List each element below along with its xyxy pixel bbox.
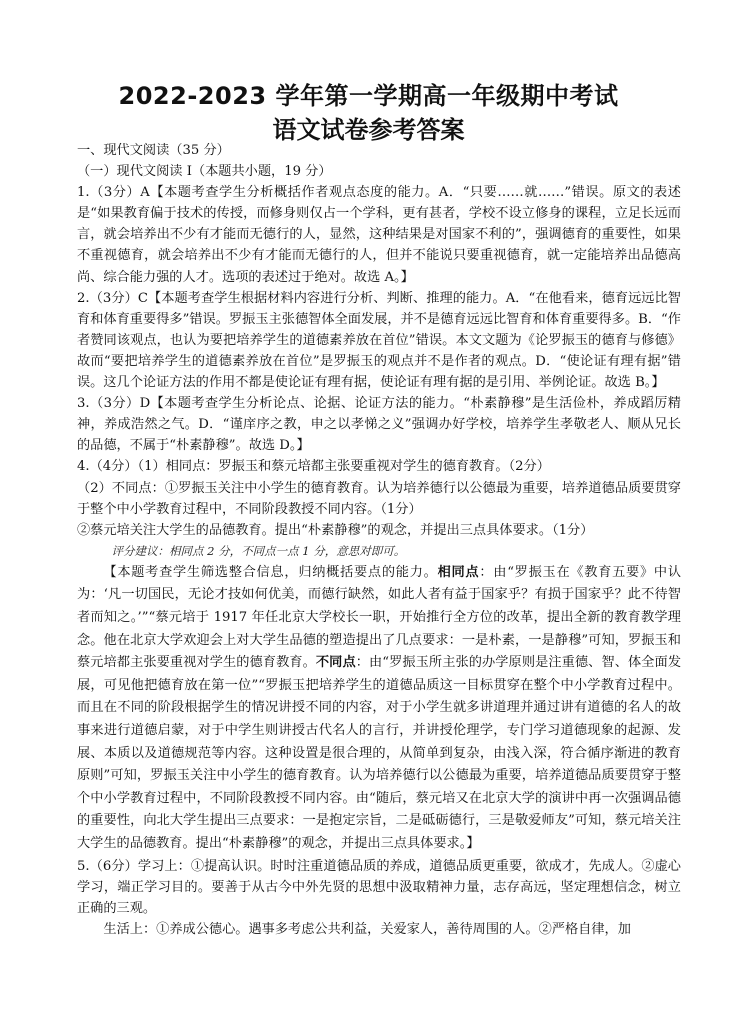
answer-q4-part3: ②蔡元培关注大学生的品德教育。提出“朴素静穆”的观念，并提出三点具体要求。（1分） bbox=[77, 522, 594, 538]
answer-q1: 1.（3分）A【本题考查学生分析概括作者观点态度的能力。A．“只要……就……”错误。原文的表述是“如果教育偏于技术的传授，而修身则仅占一个学科，更有甚者，学校不设立修身的课程，立足长远而言，就会培养出不少有才能而无德行的人，显然，这种结果是对国家不利的”，强调德育的重要性，如果不重视德育，就会培养出不少有才能而无德行的人，但并不能说只要重视德育，就一定能培养出品德高尚、综合能力强的人才。选项的表述过于绝对。故选 A。】 bbox=[77, 185, 681, 285]
section-heading: 一、现代文阅读（35 分） bbox=[77, 143, 230, 158]
analysis-same: ：由“罗振玉在《教育五要》中认为：‘凡一切国民，无论才技如何优美，而德行缺然，如此人者有益于国家乎？有损于国家乎？此不待智者而知之。’”“蔡元培于 1917 年任北京大学校长一职，开始推行全方位的改革，提出全新的教育教学理念。他在北京大学欢迎会上对大学生品德的塑造提出了几点要求：一是朴素，一是静穆”可知，罗振玉和蔡元培都主张要重视对学生的德育教育。 bbox=[77, 564, 682, 671]
exam-title: 2022-2023 学年第一学期高一年级期中考试 bbox=[118, 82, 619, 110]
analysis-intro: 【本题考查学生筛选整合信息，归纳概括要点的能力。 bbox=[103, 564, 438, 580]
answer-q4-part2: （2）不同点：①罗振玉关注中小学生的德育教育。认为培养德行以公德最为重要，培养道德品质要贯穿于整个中小学教育过程中，不同阶段教授不同内容。（1分） bbox=[77, 480, 681, 517]
same-point-label: 相同点 bbox=[437, 564, 480, 580]
answer-q2: 2.（3分）C【本题考查学生根据材料内容进行分析、判断、推理的能力。A．“在他看来，德育远远比智育和体育重要得多”错误。罗振玉主张德智体全面发展，并不是德育远远比智育和体育重要得多。B．“作者赞同该观点，也认为要把培养学生的道德素养放在首位”错误。本文文题为《论罗振玉的德育与修德》故而“要把培养学生的道德素养放在首位”是罗振玉的观点并不是作者的观点。D．“使论证有理有据”错误。这几个论证方法的作用不都是使论证有理有据，使论证有理有据的是引用、举例论证。故选 B。】 bbox=[77, 290, 681, 391]
analysis-diff: ：由“罗振玉所主张的办学原则是注重德、智、体全面发展，可见他把德育放在第一位”“罗振玉把培养学生的道德品质这一目标贯穿在整个中小学教育过程中。而且在不同的阶段根据学生的情况讲授不同的内容，对于小学生就多讲道理并通过讲有道德的名人的故事来进行道德启蒙，对于中学生则讲授古代名人的言行，并讲授伦理学，专门学习道德现象的起源、发展、本质以及道德规范等内容。这种设置是很合理的，从简单到复杂，由浅入深，符合循序渐进的教育原则”可知，罗振玉关注中小学生的德育教育。认为培养德行以公德最为重要，培养道德品质要贯穿于整个中小学教育过程中，不同阶段教授不同内容。由“随后，蔡元培又在北京大学的演讲中再一次强调品德的重要性，向北大学生提出三点要求：一是抱定宗旨，二是砥砺德行，三是敬爱师友”可知，蔡元培关注大学生的品德教育。提出“朴素静穆”的观念，并提出三点具体要求。】 bbox=[77, 655, 682, 851]
exam-subtitle: 语文试卷参考答案 bbox=[272, 116, 465, 144]
answer-q3: 3.（3分）D【本题考查学生分析论点、论据、论证方法的能力。“朴素静穆”是生活俭朴，养成蹈厉精神，养成浩然之气。D．“谨庠序之教，申之以孝悌之义”强调办好学校，培养学生孝敬老人、顺从兄长的品德，不属于“朴素静穆”。故选 D。】 bbox=[77, 396, 681, 454]
answer-q4-part1: 4.（4分）（1）相同点：罗振玉和蔡元培都主张要重视对学生的德育教育。（2分） bbox=[77, 459, 550, 475]
diff-point-label: 不同点 bbox=[315, 655, 356, 671]
answer-content bbox=[77, 140, 681, 940]
answer-q5-life: 生活上：①养成公德心。遇事多考虑公共利益，关爱家人，善待周围的人。②严格自律，加 bbox=[103, 921, 631, 937]
scoring-note: 评分建议：相同点 2 分，不同点一点 1 分，意思对即可。 bbox=[111, 543, 406, 558]
answer-q4-analysis bbox=[77, 562, 681, 856]
subsection-heading: （一）现代文阅读 I（本题共小题，19 分） bbox=[77, 164, 332, 180]
answer-q5-study: 5.（6分）学习上：①提高认识。时时注重道德品质的养成，道德品质更重要，欲成才，先成人。②虚心学习，端正学习目的。要善于从古今中外先贤的思想中汲取精神力量，志存高远，坚定理想信念，树立正确的三观。 bbox=[77, 858, 681, 916]
